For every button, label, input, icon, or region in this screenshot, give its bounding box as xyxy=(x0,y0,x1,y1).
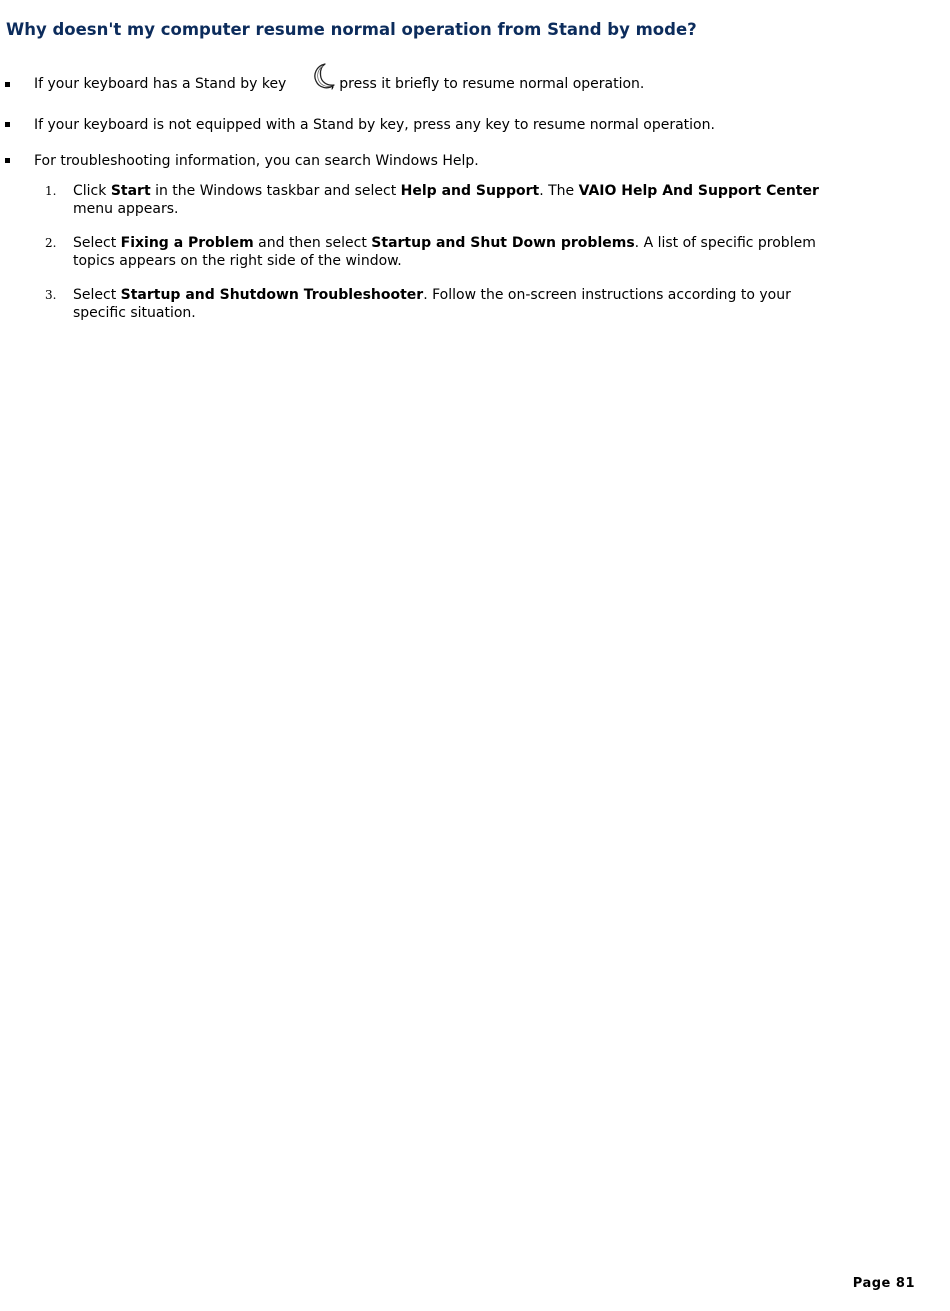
bullet-marker xyxy=(5,158,10,163)
bullet-list xyxy=(0,62,900,188)
step-bold-fixing-a-problem: Fixing a Problem xyxy=(120,235,254,251)
step-text: . The xyxy=(539,183,579,199)
step-bold-help-and-support: Help and Support xyxy=(400,183,540,199)
bullet-text: If your keyboard is not equipped with a Stand by key, press any key to resume normal operation. xyxy=(34,117,715,133)
page-title: Why doesn't my computer resume normal operation from Stand by mode? xyxy=(6,20,697,39)
bullet-text xyxy=(34,75,644,93)
bullet-item-standby-key xyxy=(0,62,900,100)
bullet-text-before-icon: If your keyboard has a Stand by key xyxy=(34,76,287,92)
step-text: Select xyxy=(73,287,121,303)
step-item-3 xyxy=(0,287,838,322)
bullet-text: For troubleshooting information, you can search Windows Help. xyxy=(34,153,479,169)
step-bold-startup-shutdown-problems: Startup and Shut Down problems xyxy=(371,235,635,251)
bullet-marker xyxy=(5,82,10,87)
step-text: menu appears. xyxy=(73,200,179,217)
step-item-1 xyxy=(0,183,838,218)
step-item-2 xyxy=(0,235,838,270)
step-number: 1. xyxy=(45,184,57,198)
step-number: 3. xyxy=(45,288,57,302)
standby-moon-icon xyxy=(311,62,337,92)
page-number: Page 81 xyxy=(852,1276,915,1291)
bullet-text-after-icon: , press it briefly to resume normal operation. xyxy=(330,76,645,92)
step-text: Click xyxy=(73,183,111,199)
step-text: and then select xyxy=(253,235,372,251)
step-text: in the Windows taskbar and select xyxy=(150,183,401,199)
step-bold-start: Start xyxy=(110,183,151,199)
bullet-item-windows-help xyxy=(0,152,900,170)
step-number: 2. xyxy=(45,236,57,250)
bullet-marker xyxy=(5,122,10,127)
steps-list xyxy=(0,183,900,339)
step-bold-troubleshooter: Startup and Shutdown Troubleshooter xyxy=(120,287,424,303)
step-text: . Follow the on-screen instructions according to your specific situation. xyxy=(73,287,791,321)
step-text: . A list of specific problem topics appears on the right side of the window. xyxy=(73,235,816,269)
bullet-item-any-key xyxy=(0,116,900,134)
step-text: Select xyxy=(73,235,121,251)
step-bold-vaio-help-center: VAIO Help And Support Center xyxy=(578,183,819,199)
